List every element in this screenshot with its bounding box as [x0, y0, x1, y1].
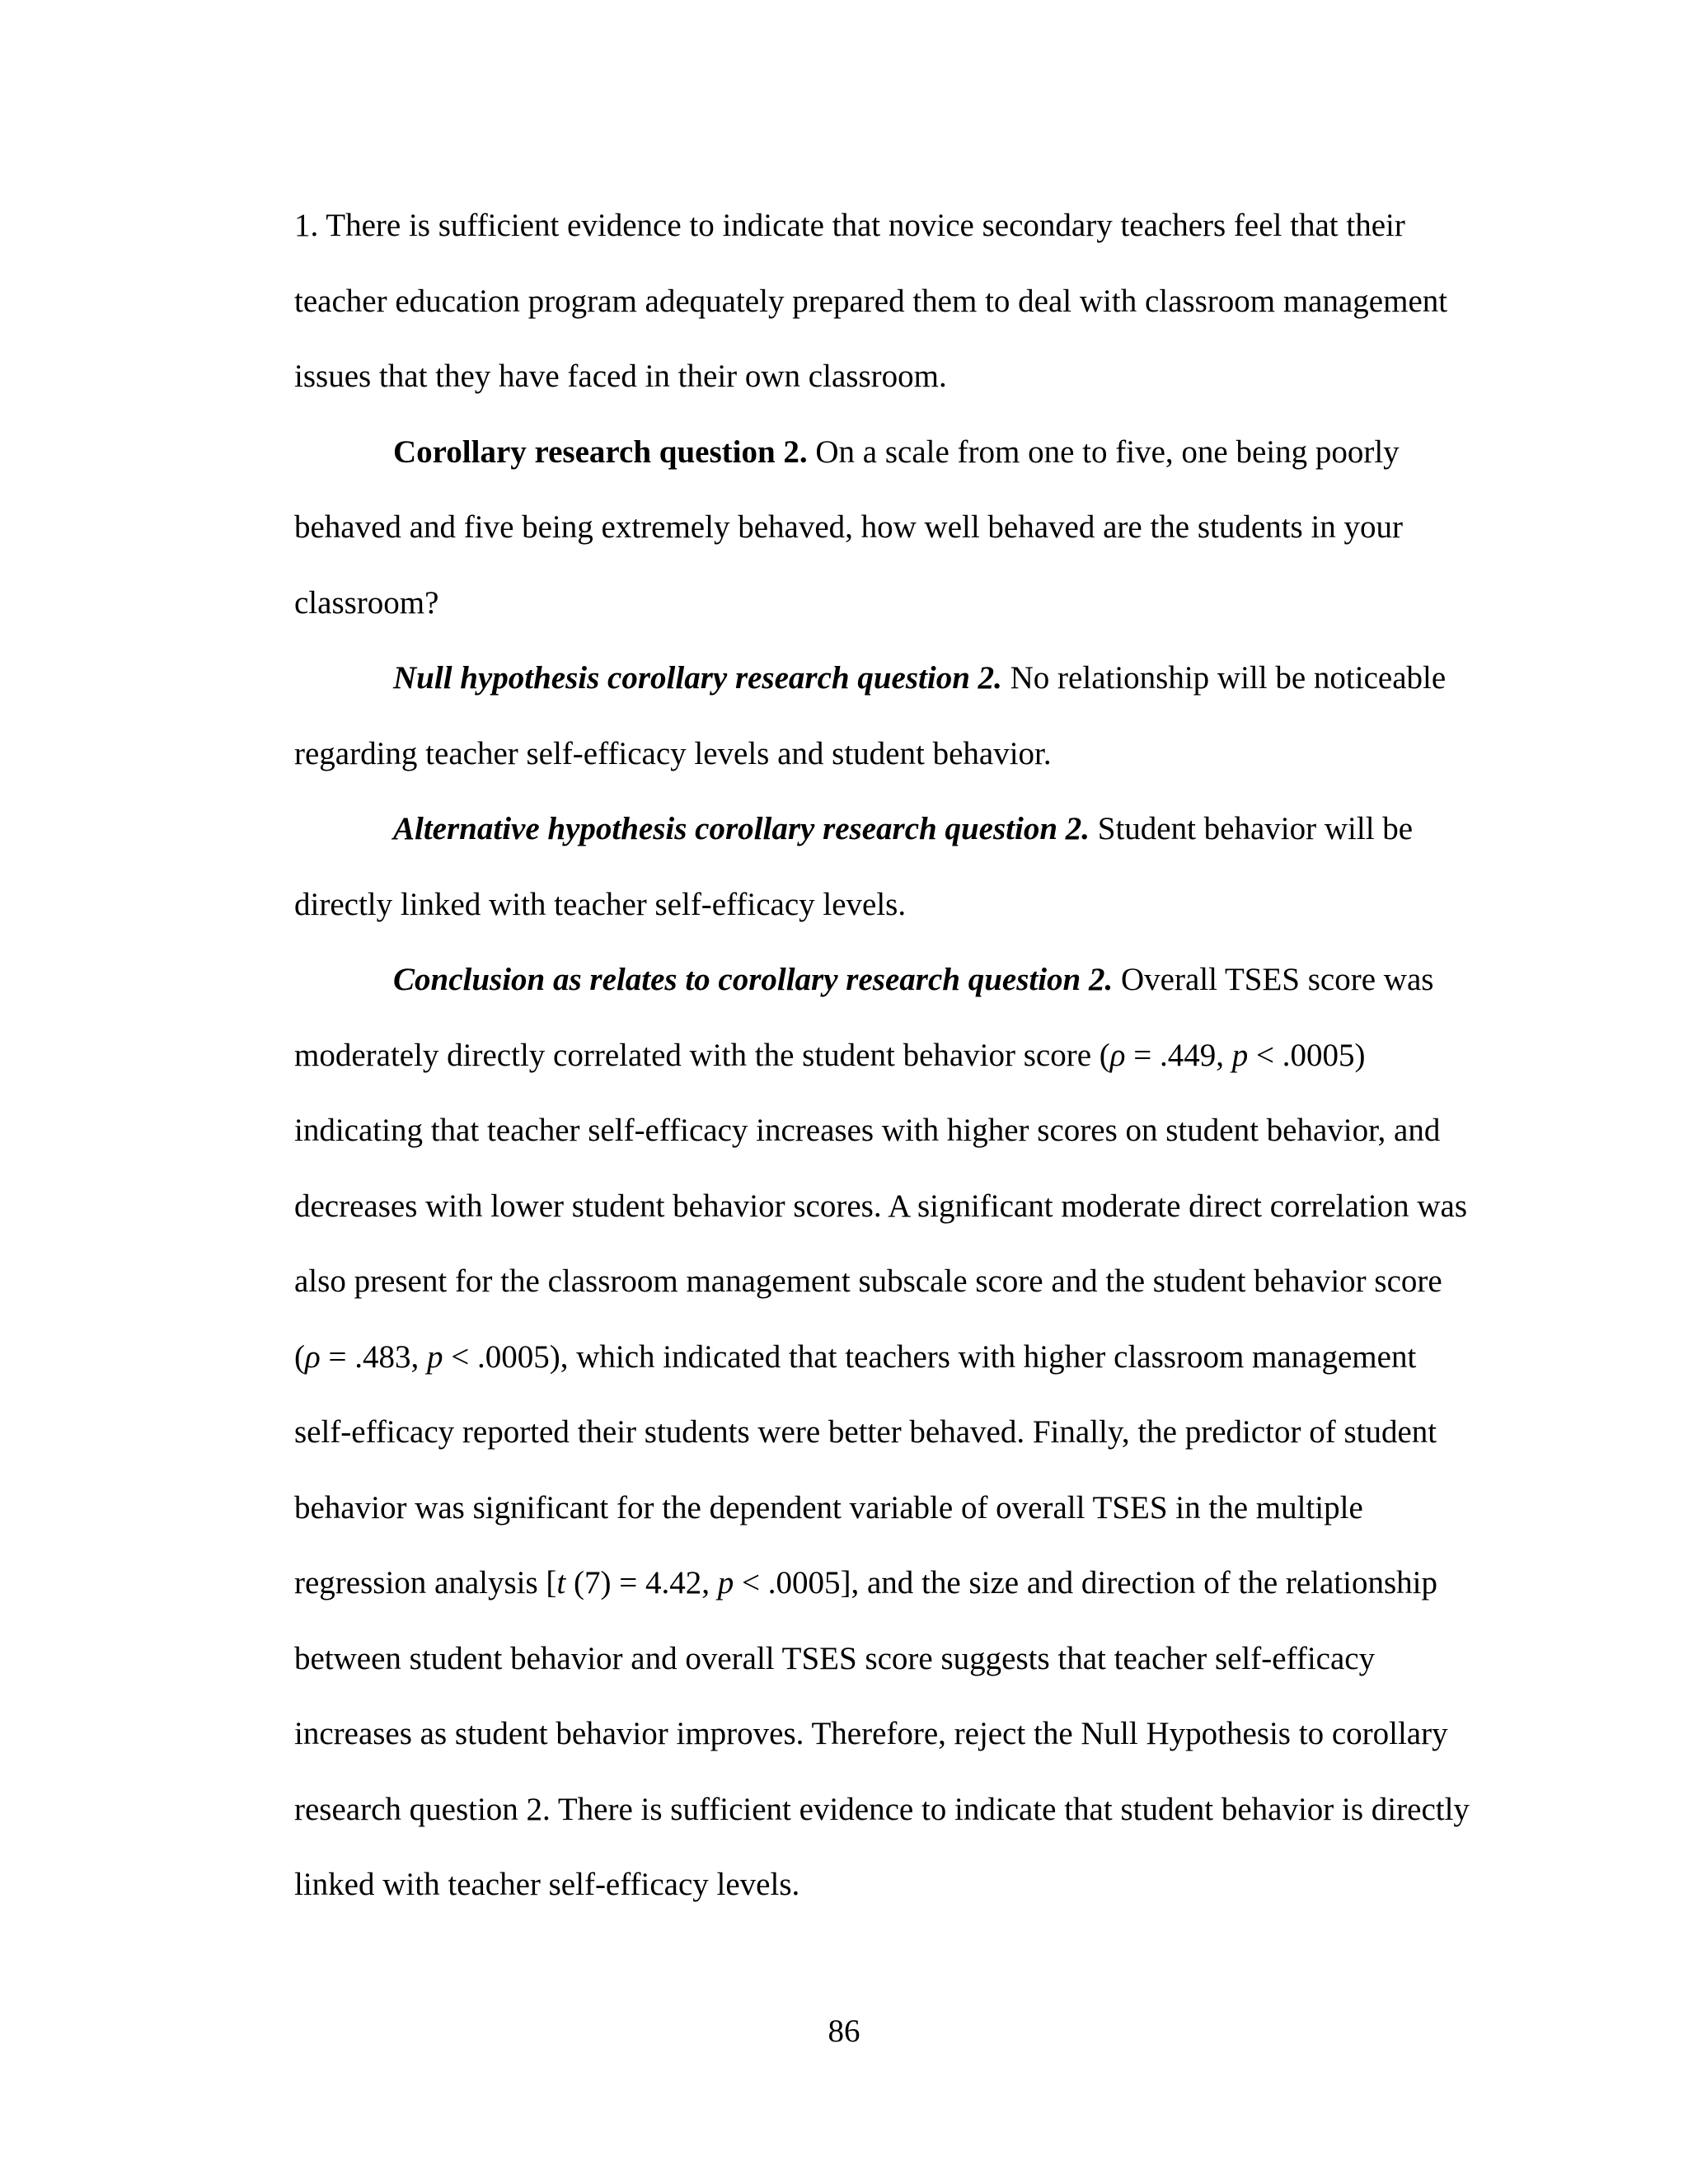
rho-symbol: ρ	[305, 1338, 321, 1375]
text-segment: = .483,	[320, 1338, 427, 1375]
paragraph-conclusion-1	[294, 188, 1473, 415]
paragraph-text: On a scale from one to five, one being poorly behaved and five being extremely behaved, how well behaved are the students in your classroom?	[294, 434, 1404, 621]
heading-conclusion-question-2: Conclusion as relates to corollary research question 2.	[393, 962, 1114, 997]
text-segment: < .0005), which indicated that teachers with higher classroom management self-efficacy reported their students were better behaved. Finally, the predictor of student behavior was significant for the dependent variable of overall TSES in the multiple regression analysis [	[294, 1338, 1437, 1601]
paragraph-null-hypothesis	[294, 640, 1473, 791]
text-segment: Overall TSES score was moderately directly correlated with the student behavior score (	[294, 962, 1434, 1073]
heading-alternative-hypothesis: Alternative hypothesis corollary research question 2.	[393, 811, 1090, 846]
paragraph-text: 1. There is sufficient evidence to indicate that novice secondary teachers feel that their teacher education program adequately prepared them to deal with classroom management issues that they have faced in their own classroom.	[294, 208, 1448, 394]
p-symbol: p	[426, 1338, 443, 1375]
paragraph-conclusion-question-2	[294, 942, 1473, 1923]
paragraph-alternative-hypothesis	[294, 791, 1473, 942]
t-symbol: t	[556, 1565, 566, 1601]
text-segment: < .0005) indicating that teacher self-efficacy increases with higher scores on student behavior, and decreases with lower student behavior scores. A significant moderate direct correlation was also present for the classroom management subscale score and the student behavior score (	[294, 1037, 1468, 1375]
p-symbol: p	[717, 1565, 734, 1601]
text-segment: (7) = 4.42,	[565, 1565, 718, 1601]
page-number: 86	[828, 2013, 860, 2049]
paragraph-text: Student behavior will be directly linked with teacher self-efficacy levels.	[294, 811, 1414, 922]
body-text	[294, 188, 1473, 1923]
paragraph-text: No relationship will be noticeable regarding teacher self-efficacy levels and student behavior.	[294, 660, 1447, 771]
heading-corollary-question-2: Corollary research question 2.	[393, 434, 808, 470]
p-symbol: p	[1231, 1037, 1249, 1073]
rho-symbol: ρ	[1109, 1037, 1126, 1073]
heading-null-hypothesis: Null hypothesis corollary research question 2.	[393, 660, 1002, 696]
text-segment: = .449,	[1125, 1037, 1232, 1073]
text-segment: < .0005], and the size and direction of the relationship between student behavior and overall TSES score suggests that teacher self-efficacy increases as student behavior improves. Therefore, reject the Null Hypothesis to corollary research question 2. There is sufficient evidence to indicate that student behavior is directly linked with teacher self-efficacy levels.	[294, 1565, 1470, 1902]
paragraph-corollary-question-2	[294, 415, 1473, 641]
